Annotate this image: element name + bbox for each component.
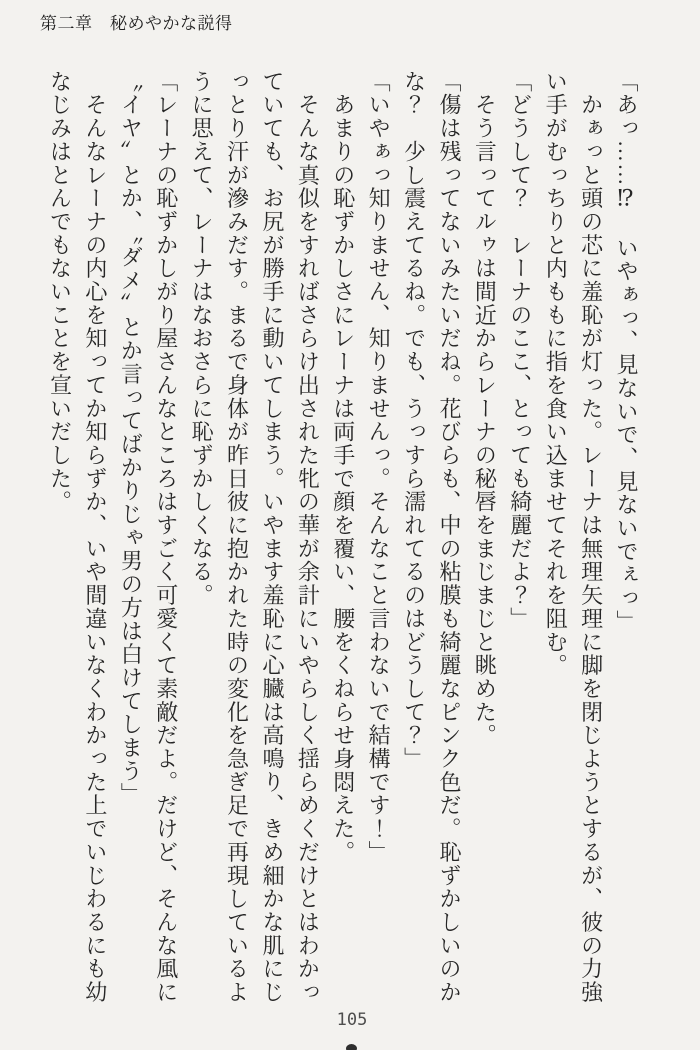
text-line: あまりの恥ずかしさにレーナは両手で顔を覆い、腰をくねらせ身悶えた。 (330, 70, 356, 864)
text-line: うに思えて、レーナはなおさらに恥ずかしくなる。 (189, 70, 215, 608)
text-line: かぁっと頭の芯に羞恥が灯った。レーナは無理矢理に脚を閉じようとするが、彼の力強 (578, 70, 604, 1004)
page-text (42, 70, 644, 1008)
chapter-header: 第二章 秘めやかな説得 (40, 14, 233, 33)
text-line: い手がむっちりと内ももに指を食い込ませてそれを阻む。 (543, 70, 569, 678)
text-line: なじみはとんでもないことを宣いだした。 (47, 70, 73, 514)
text-line: 「傷は残ってないみたいだね。花びらも、中の粘膜も綺麗なピンク色だ。恥ずかしいのか (436, 70, 462, 1004)
text-line: そう言ってルゥは間近からレーナの秘唇をまじまじと眺めた。 (472, 70, 498, 748)
text-line: 「レーナの恥ずかしがり屋さんなところはすごく可愛くて素敵だよ。だけど、そんな風に (153, 70, 179, 1004)
text-line: っとり汗が滲みだす。まるで身体が昨日彼に抱かれた時の変化を急ぎ足で再現しているよ (224, 70, 250, 1004)
text-line: 「いやぁっ知りません、知りませんっ。そんなこと言わないで結構です！」 (366, 70, 392, 864)
text-line: な？ 少し震えてるね。でも、うっすら濡れてるのはどうして？」 (401, 70, 427, 771)
partial-glyph-mark (346, 1044, 357, 1050)
text-line: そんなレーナの内心を知ってか知らずか、いや間違いなくわかった上でいじわるにも幼 (82, 70, 108, 1004)
text-line: ていても、お尻が勝手に動いてしまう。いやます羞恥に心臓は高鳴り、きめ細かな肌にじ (259, 70, 285, 1004)
text-line: そんな真似をすればさらけ出された牝の華が余計にいやらしく揺らめくだけとはわかっ (295, 70, 321, 1004)
text-line: 「どうして？ レーナのここ、とっても綺麗だよ？」 (507, 70, 533, 631)
page-number: 105 (336, 1010, 368, 1030)
text-line: 〝イヤ〟とか、〝ダメ〟とか言ってばかりじゃ男の方は白けてしまう」 (118, 70, 144, 807)
text-line: 「あっ……⁉ いやぁっ、見ないで、見ないでぇっ」 (614, 70, 639, 634)
